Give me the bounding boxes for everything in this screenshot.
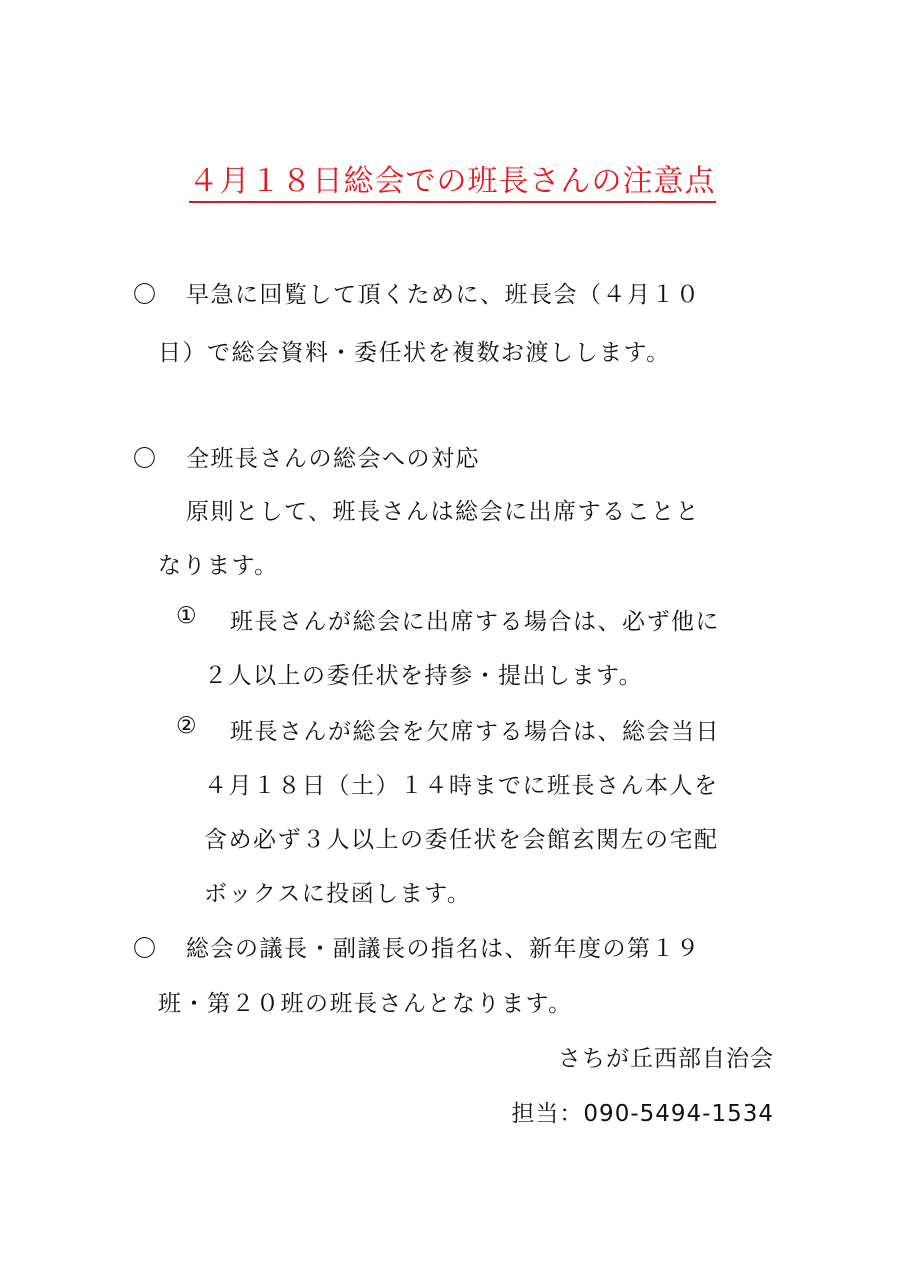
item-2-line-2: なります。	[158, 553, 279, 579]
bullet-circle-1: 〇	[133, 282, 156, 308]
bullet-circle-2: 〇	[133, 446, 156, 472]
item-2-heading: 全班長さんの総会への対応	[186, 446, 480, 472]
subitem-2-line-1: 班長さんが総会を欠席する場合は、総会当日	[230, 719, 720, 745]
item-2-line-1: 原則として、班長さんは総会に出席することと	[186, 499, 701, 525]
subitem-1-line-2: ２人以上の委任状を持参・提出します。	[204, 663, 644, 689]
item-1-line-2: 日）で総会資料・委任状を複数お渡しします。	[158, 340, 671, 366]
item-3-line-2: 班・第２０班の班長さんとなります。	[158, 991, 573, 1017]
subitem-1-number: ①	[176, 603, 197, 629]
organization-name: さちが丘西部自治会	[558, 1046, 774, 1072]
bullet-circle-3: 〇	[133, 936, 156, 962]
subitem-2-line-2: ４月１８日（土）１４時までに班長さん本人を	[204, 773, 719, 799]
subitem-1-line-1: 班長さんが総会に出席する場合は、必ず他に	[230, 609, 720, 635]
page-title	[0, 156, 904, 200]
subitem-2-line-3: 含め必ず３人以上の委任状を会館玄関左の宅配	[204, 827, 719, 853]
contact-info: 担当：090-5494-1534	[511, 1101, 774, 1127]
item-1-line-1: 早急に回覧して頂くために、班長会（４月１０	[186, 282, 701, 308]
page-title-text: ４月１８日総会での班長さんの注意点	[189, 164, 716, 203]
item-3-line-1: 総会の議長・副議長の指名は、新年度の第１９	[186, 936, 701, 962]
subitem-2-number: ②	[176, 713, 197, 739]
subitem-2-line-4: ボックスに投函します。	[204, 881, 472, 907]
